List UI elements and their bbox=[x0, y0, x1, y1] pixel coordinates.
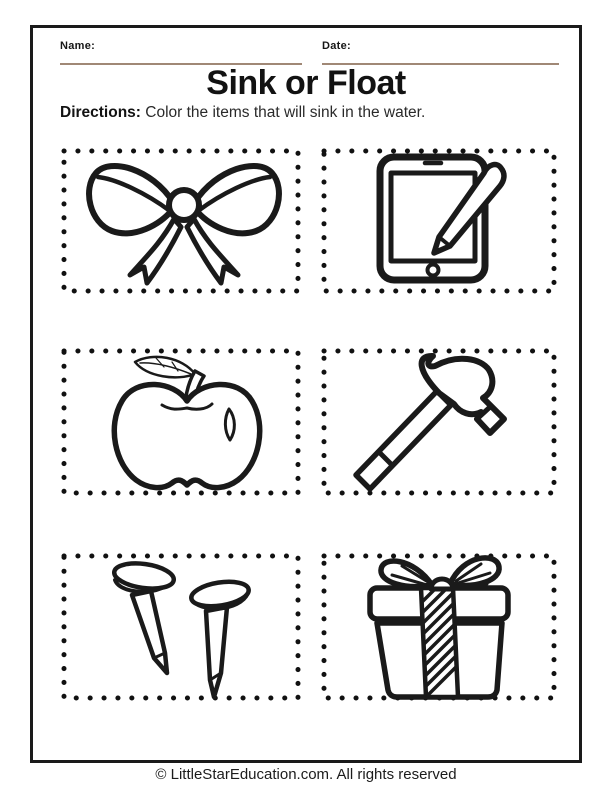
item-cell-apple[interactable] bbox=[60, 347, 302, 497]
apple-illustration bbox=[60, 347, 302, 497]
item-cell-gift[interactable] bbox=[320, 552, 558, 702]
gift-box-illustration bbox=[320, 552, 558, 702]
page-title: Sink or Float bbox=[206, 64, 406, 102]
item-cell-nails[interactable] bbox=[60, 552, 302, 702]
copyright-text: © LittleStarEducation.com. All rights reserved bbox=[155, 766, 457, 783]
item-cell-hammer[interactable] bbox=[320, 347, 558, 497]
worksheet-border bbox=[30, 25, 582, 763]
name-label: Name: bbox=[60, 40, 96, 52]
directions-label: Directions: bbox=[60, 104, 141, 121]
item-cell-tablet[interactable] bbox=[320, 147, 558, 295]
nails-illustration bbox=[60, 552, 302, 702]
bow-illustration bbox=[60, 147, 302, 295]
date-label: Date: bbox=[322, 40, 352, 52]
item-cell-bow[interactable] bbox=[60, 147, 302, 295]
tablet-with-pen-illustration bbox=[320, 147, 558, 295]
hammer-illustration bbox=[320, 347, 558, 497]
directions-text: Directions: Color the items that will sink in the water. bbox=[60, 104, 426, 121]
